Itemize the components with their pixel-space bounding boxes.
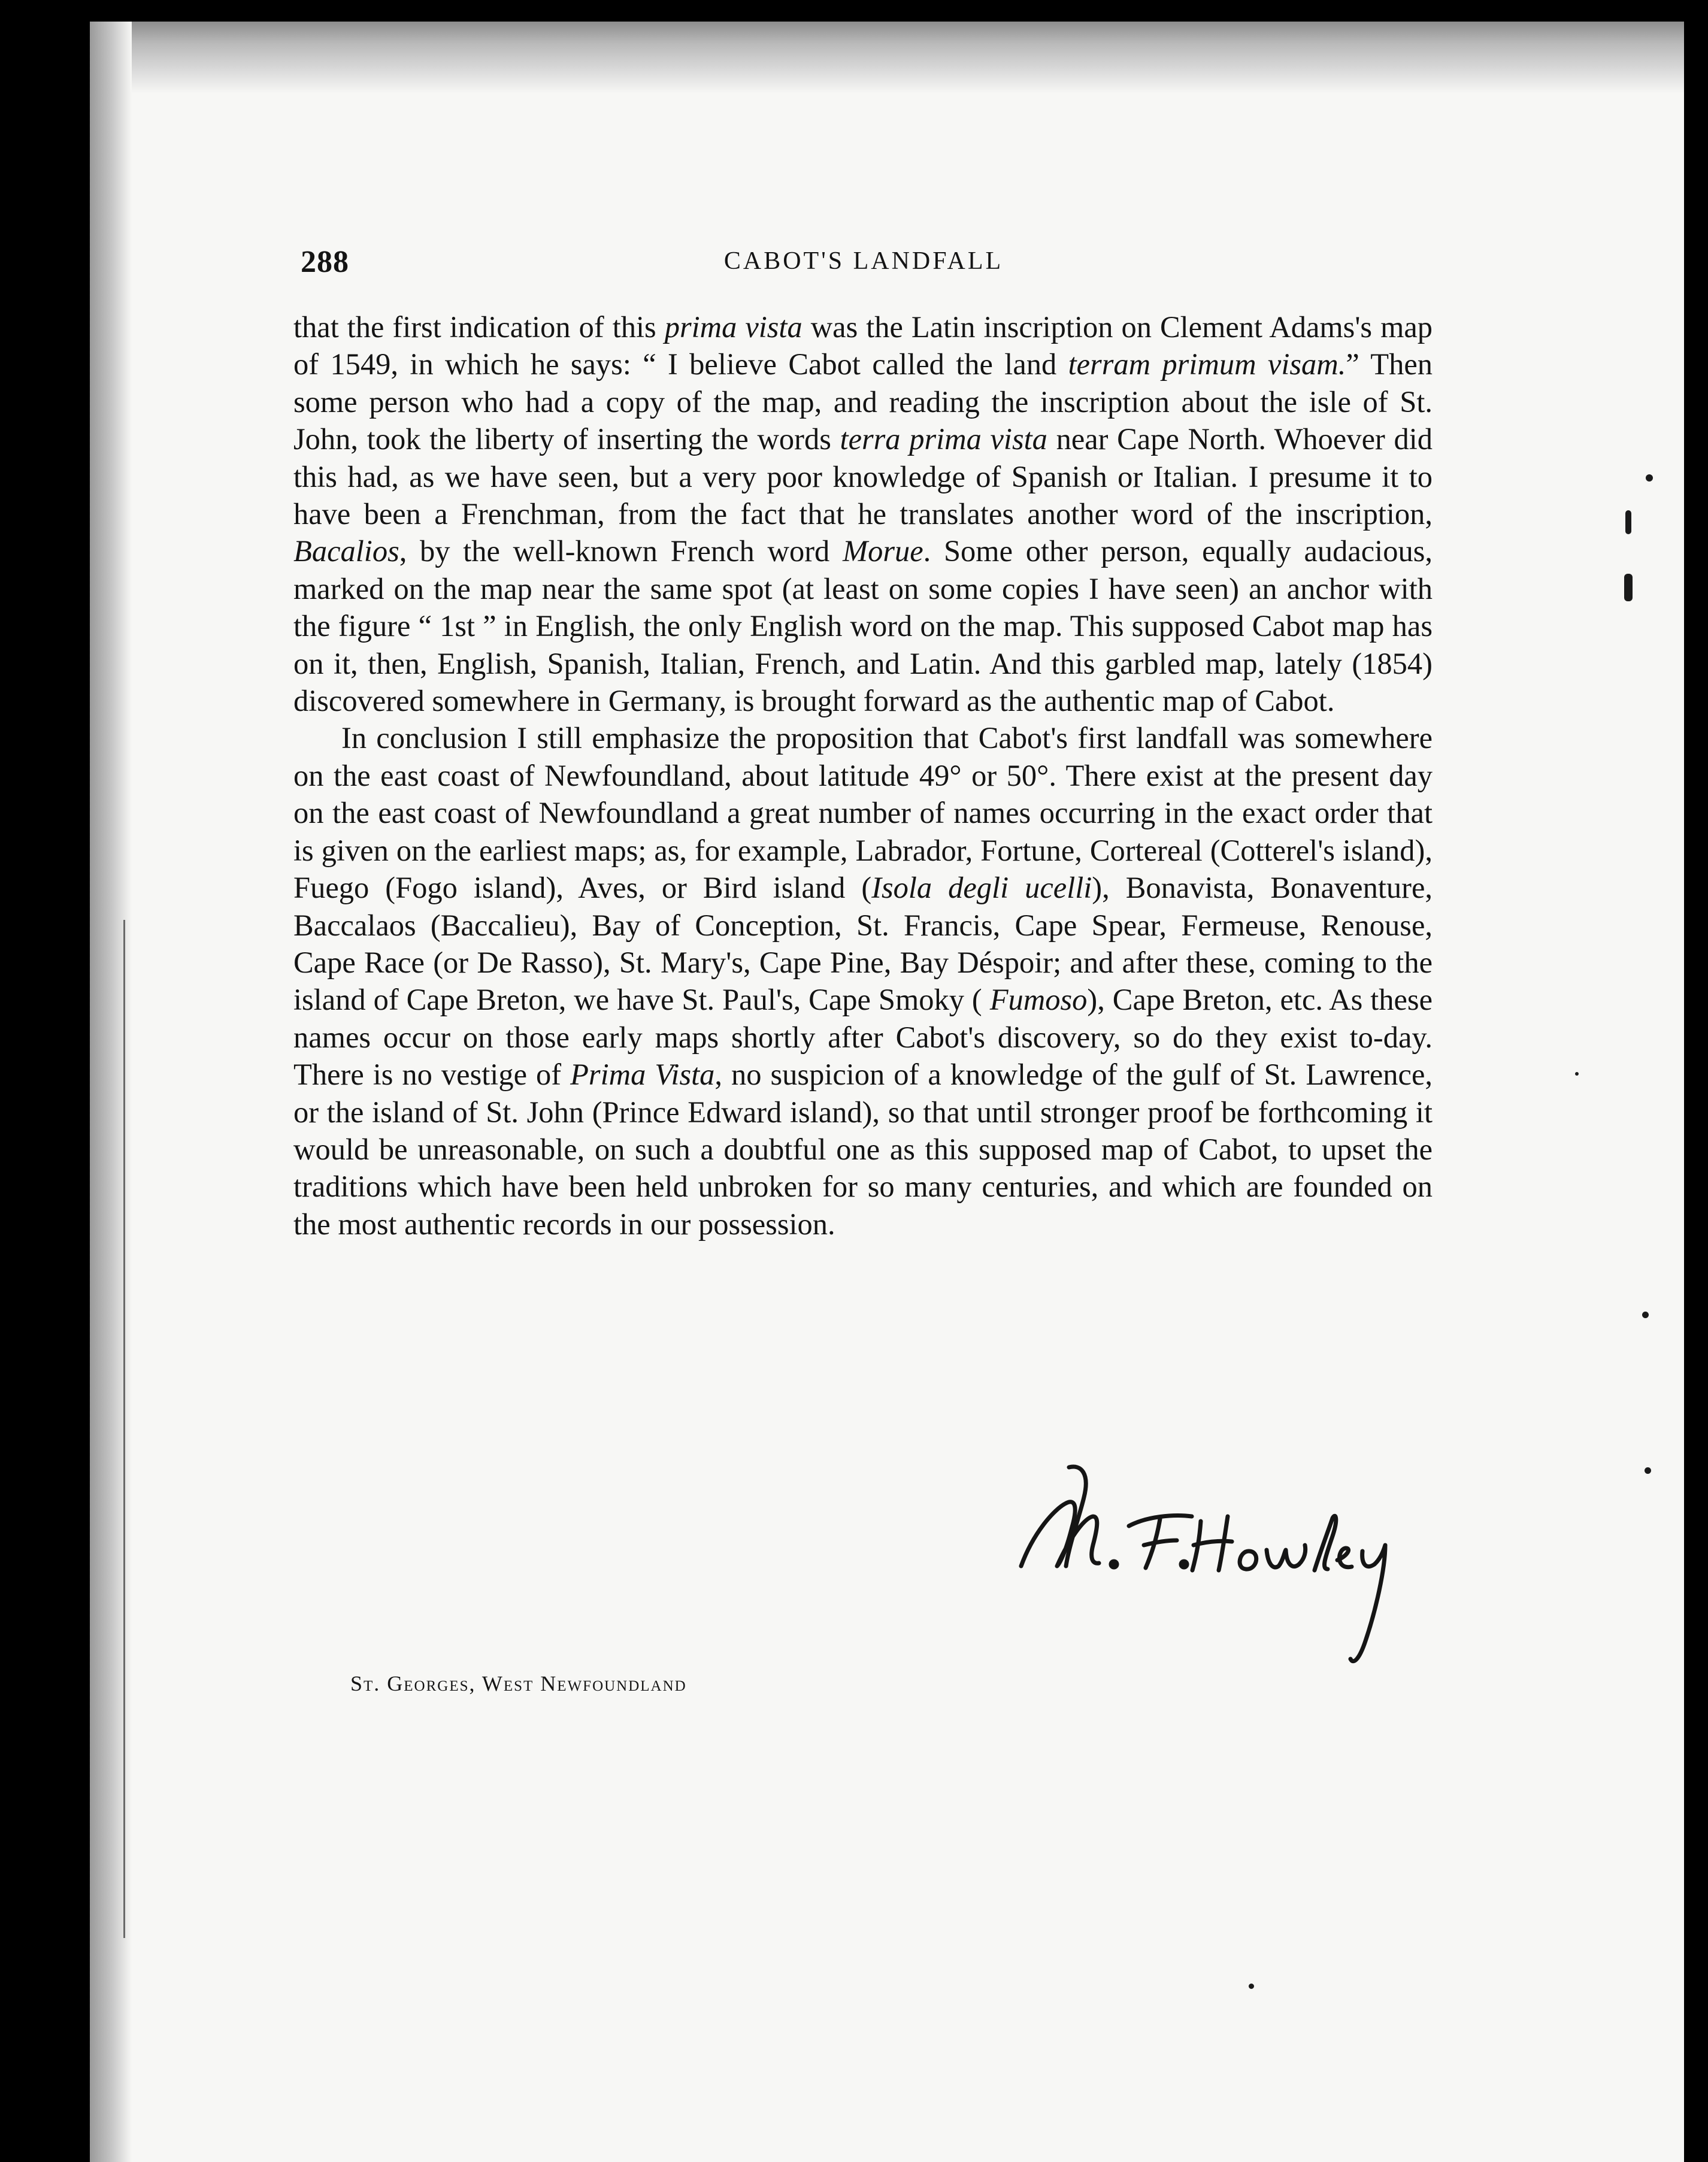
signature-image — [1009, 1461, 1416, 1677]
text-run: ” Then some person who had a copy of the map, and reading the inscription about the isle of St. John, took the liberty of inserting the words — [293, 347, 1433, 456]
italic-run: prima vista — [664, 310, 802, 344]
italic-run: terram primum visam. — [1068, 347, 1346, 381]
running-title: CABOT'S LANDFALL — [723, 247, 1004, 275]
running-head — [301, 244, 1427, 286]
margin-speck — [1249, 1984, 1254, 1989]
text-run: ), Bonavista, Bonaventure, Baccalaos (Baccalieu), Bay of Conception, St. Francis, Cape Spear, Fermeuse, Renouse, Cape Race (or De Rasso), St. Mary's, Cape Pine, Bay Déspoir; and after these, coming to the island of Cape Breton, we have St. Paul's, Cape Smoky ( — [293, 871, 1433, 1017]
text-run: In conclusion I still emphasize the proposition that Cabot's first landfall was somewhere on the east coast of Newfoundland, about latitude 49° or 50°. There exist at the present day on the east coast of Newfoundland a great number of names occurring in the exact order that is given on the earliest maps; as, for example, Labrador, Fortune, Cortereal (Cotterel's island), Fuego (Fogo island), Aves, or Bird island ( — [293, 721, 1433, 905]
margin-speck — [1625, 510, 1631, 534]
body-text — [293, 308, 1433, 1243]
text-run: that the first indication of this — [293, 310, 665, 344]
text-run: was the Latin inscription on Clement Adams's map of 1549, in which he says: “ I believe Cabot called the land — [293, 310, 1433, 381]
text-run: ), Cape Breton, etc. As these names occur on those early maps shortly after Cabot's discovery, so do they exist to-day. There is no vestige of — [293, 983, 1433, 1092]
binding-thread — [123, 920, 125, 1938]
text-run: near Cape North. Whoever did this had, as we have seen, but a very poor knowledge of Spanish or Italian. I presume it to have been a Frenchman, from the fact that he translates another word of the inscription, — [293, 422, 1433, 531]
italic-run: Fumoso — [989, 983, 1088, 1017]
italic-run: terra prima vista — [840, 422, 1047, 456]
page-number: 288 — [301, 245, 349, 279]
text-run: . Some other person, equally audacious, marked on the map near the same spot (at least on some copies I have seen) an anchor with the figure “ 1st ” in English, the only English word on the map. This supposed Cabot map has on it, then, English, Spanish, Italian, French, and Latin. And this garbled map, lately (1854) discovered somewhere in Germany, is brought forward as the authentic map of Cabot. — [293, 534, 1433, 718]
margin-speck — [1642, 1312, 1649, 1318]
place-line: St. Georges, West Newfoundland — [350, 1672, 687, 1695]
italic-run: Morue — [843, 534, 923, 568]
italic-run: Isola degli ucelli — [871, 871, 1092, 905]
scan-top-edge — [90, 22, 1684, 93]
scan-left-edge — [90, 22, 132, 2162]
text-run: , by the well-known French word — [399, 534, 843, 568]
text-run: , no suspicion of a knowledge of the gulf of St. Lawrence, or the island of St. John (Prince Edward island), so that until stronger proof be forthcoming it would be unreasonable, on such a doubtful one as this supposed map of Cabot, to upset the traditions which have been held unbroken for so many centuries, and which are founded on the most authentic records in our possession. — [293, 1058, 1433, 1241]
italic-run: Prima Vista — [570, 1058, 715, 1092]
italic-run: Bacalios — [293, 534, 399, 568]
margin-speck — [1624, 574, 1633, 601]
margin-speck — [1645, 1467, 1651, 1474]
margin-speck — [1575, 1072, 1579, 1076]
paragraph-2 — [293, 719, 1433, 1243]
margin-speck — [1646, 474, 1653, 482]
paragraph-1 — [293, 308, 1433, 719]
